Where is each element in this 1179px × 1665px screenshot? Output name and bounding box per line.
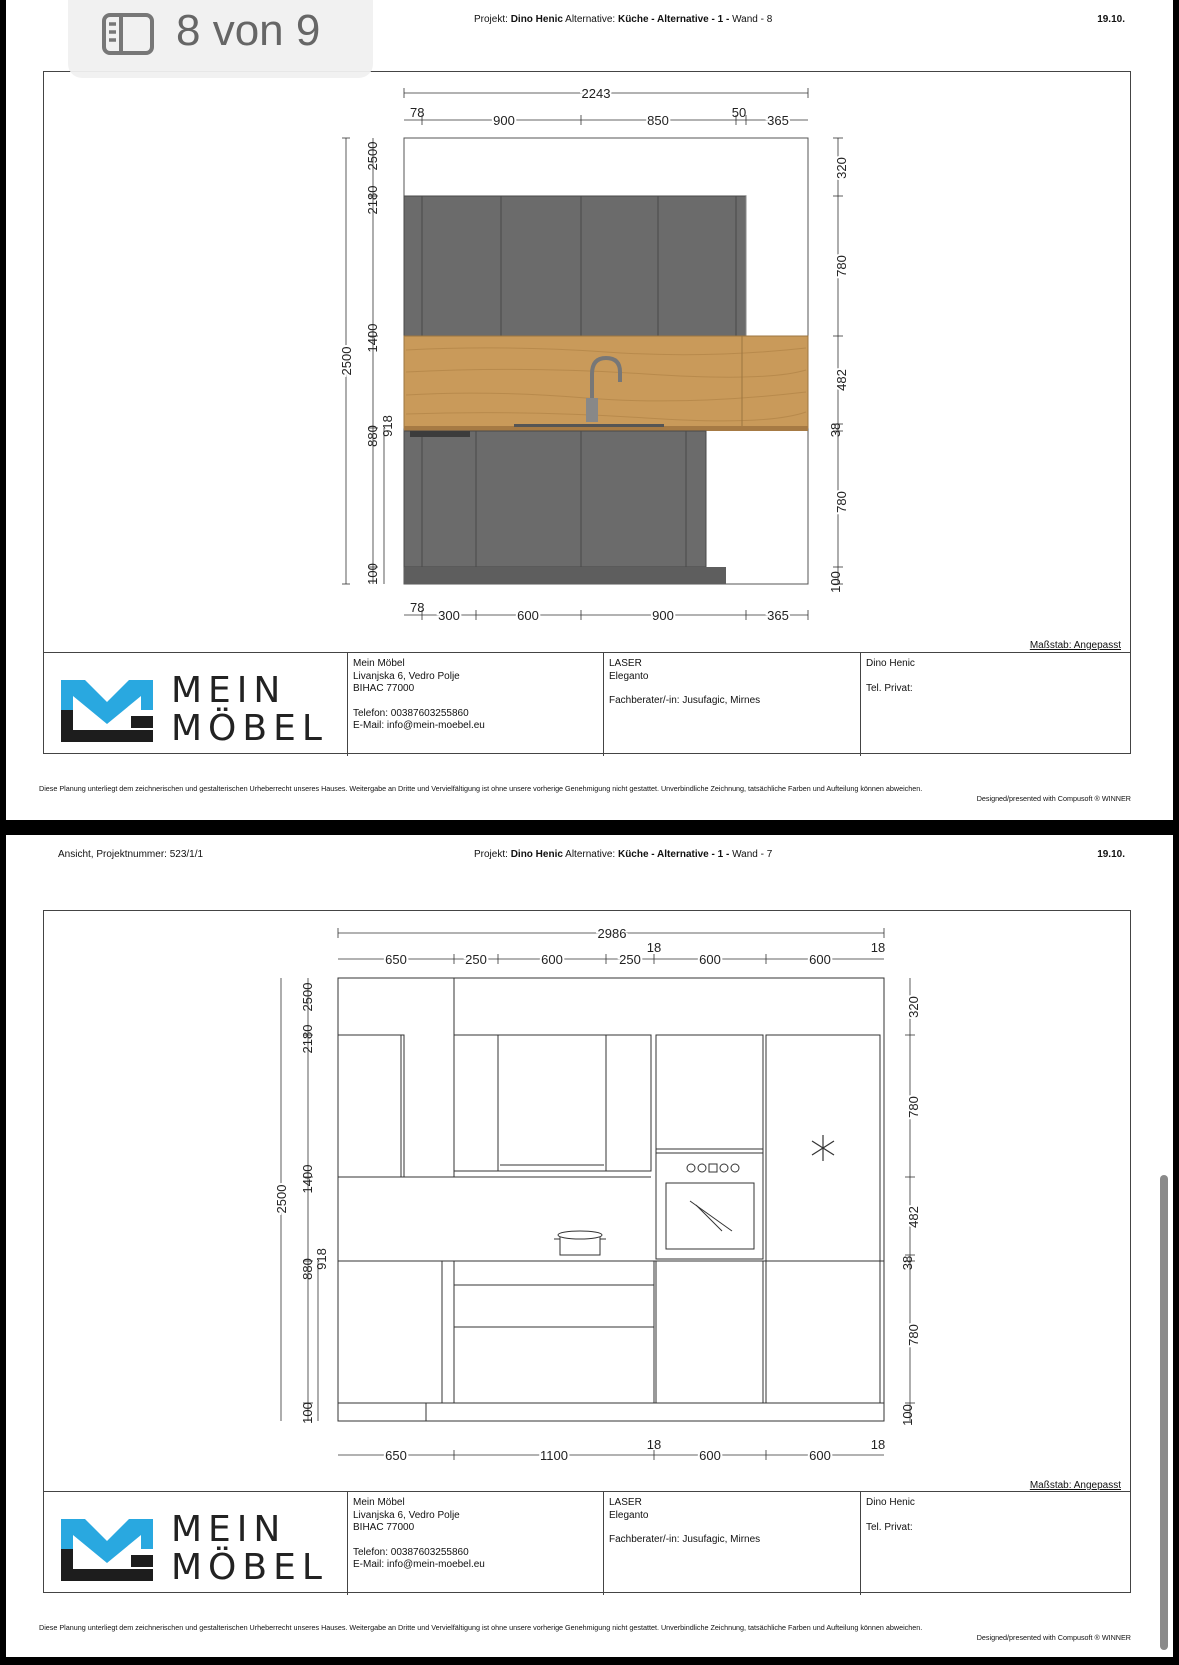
- svg-text:2500: 2500: [274, 1184, 289, 1214]
- page-indicator-label: 8 von 9: [176, 6, 321, 55]
- oak-backsplash: [404, 336, 808, 431]
- customer-info: Dino Henic Tel. Privat:: [860, 652, 1130, 756]
- dimension-lines: [281, 928, 915, 1460]
- base-cabinets: [404, 431, 726, 584]
- svg-text:78: 78: [410, 105, 425, 120]
- scale-label: Maßstab: Angepasst: [1029, 1480, 1121, 1491]
- svg-text:100: 100: [900, 1404, 915, 1426]
- disclaimer: Diese Planung unterliegt dem zeichnerischen und gestalterischen Urheberrecht unseres Hauses. Weitergabe an Dritte und Vervielfältigung ist ohne unsere vorherige Genehmigung nicht gestattet. Unverbindliche Zeichnung, tatsächliche Farben und Aufteilung können abweichen.: [39, 1623, 923, 1632]
- svg-text:100: 100: [828, 571, 843, 593]
- logo-mark-icon: [61, 1511, 153, 1581]
- svg-text:650: 650: [385, 952, 407, 967]
- svg-text:78: 78: [410, 600, 425, 615]
- svg-text:880: 880: [300, 1258, 315, 1280]
- upper-cabinets: [404, 196, 746, 336]
- svg-text:18: 18: [870, 940, 886, 955]
- svg-text:250: 250: [465, 952, 487, 967]
- svg-text:600: 600: [809, 952, 831, 967]
- svg-text:2180: 2180: [300, 1024, 315, 1054]
- svg-text:780: 780: [834, 255, 849, 277]
- cabinet-outlines: [338, 978, 884, 1421]
- vertical-scrollbar[interactable]: [1160, 1175, 1168, 1650]
- svg-text:850: 850: [647, 113, 669, 128]
- svg-text:18: 18: [646, 940, 662, 955]
- svg-text:300: 300: [438, 608, 460, 623]
- svg-text:780: 780: [834, 491, 849, 513]
- svg-text:2500: 2500: [300, 982, 315, 1012]
- svg-text:2500: 2500: [339, 346, 354, 376]
- svg-text:900: 900: [652, 608, 674, 623]
- mein-moebel-logo: MEIN MÖBEL: [61, 1511, 351, 1583]
- svg-text:2500: 2500: [365, 141, 380, 171]
- company-info: Mein Möbel Livanjska 6, Vedro Polje BIHAC 77000 Telefon: 00387603255860 E-Mail: info@mein-moebel.eu: [347, 1491, 603, 1595]
- svg-text:918: 918: [380, 415, 395, 437]
- svg-text:2180: 2180: [365, 185, 380, 215]
- svg-text:38: 38: [900, 1255, 915, 1271]
- product-info: LASER Eleganto Fachberater/-in: Jusufagic, Mirnes: [603, 652, 860, 756]
- svg-text:1400: 1400: [300, 1164, 315, 1194]
- svg-text:320: 320: [906, 996, 921, 1018]
- svg-text:780: 780: [906, 1096, 921, 1118]
- svg-text:600: 600: [699, 952, 721, 967]
- drawing-page-wand-7: [6, 835, 1173, 1657]
- page-header-date: 19.10.: [1097, 14, 1125, 25]
- svg-text:900: 900: [493, 113, 515, 128]
- svg-text:2986: 2986: [597, 926, 627, 941]
- page-header-project: Projekt: Dino Henic Alternative: Küche - Alternative - 1 - Wand - 7: [474, 849, 773, 860]
- company-info: Mein Möbel Livanjska 6, Vedro Polje BIHAC 77000 Telefon: 00387603255860 E-Mail: info@mein-moebel.eu: [347, 652, 603, 756]
- svg-text:365: 365: [767, 608, 789, 623]
- designed-with: Designed/presented with Compusoft ® WINNER: [976, 1633, 1131, 1642]
- page-indicator[interactable]: [68, 0, 373, 78]
- scale-label: Maßstab: Angepasst: [1029, 640, 1121, 651]
- svg-text:250: 250: [619, 952, 641, 967]
- svg-text:1400: 1400: [365, 323, 380, 353]
- dimension-labels: [274, 926, 921, 1463]
- svg-text:38: 38: [828, 422, 843, 438]
- snowflake-icon: [812, 1135, 834, 1161]
- title-block: [43, 1491, 1131, 1595]
- svg-text:600: 600: [699, 1448, 721, 1463]
- svg-text:100: 100: [365, 563, 380, 585]
- svg-text:918: 918: [314, 1248, 329, 1270]
- svg-text:50: 50: [731, 105, 747, 120]
- page-header-left: Ansicht, Projektnummer: 523/1/1: [58, 849, 204, 860]
- svg-text:600: 600: [541, 952, 563, 967]
- svg-text:482: 482: [834, 369, 849, 391]
- svg-text:600: 600: [517, 608, 539, 623]
- svg-text:18: 18: [646, 1437, 662, 1452]
- drawing-page-wand-8: [6, 0, 1173, 820]
- dim-total-top: 2243: [581, 86, 611, 101]
- svg-text:365: 365: [767, 113, 789, 128]
- svg-text:482: 482: [906, 1206, 921, 1228]
- title-block: [43, 652, 1131, 756]
- oven-controls-icon: [687, 1164, 739, 1172]
- svg-text:600: 600: [809, 1448, 831, 1463]
- elevation-drawing-wand-8: [6, 0, 1173, 660]
- elevation-drawing-wand-7: [6, 835, 1173, 1495]
- disclaimer: Diese Planung unterliegt dem zeichnerischen und gestalterischen Urheberrecht unseres Hauses. Weitergabe an Dritte und Vervielfältigung ist ohne unsere vorherige Genehmigung nicht gestattet. Unverbindliche Zeichnung, tatsächliche Farben und Aufteilung können abweichen.: [39, 784, 923, 793]
- svg-text:880: 880: [365, 425, 380, 447]
- svg-text:780: 780: [906, 1324, 921, 1346]
- svg-text:650: 650: [385, 1448, 407, 1463]
- customer-info: Dino Henic Tel. Privat:: [860, 1491, 1130, 1595]
- pot-icon: [554, 1231, 606, 1255]
- product-info: LASER Eleganto Fachberater/-in: Jusufagic, Mirnes: [603, 1491, 860, 1595]
- logo-mark-icon: [61, 672, 153, 742]
- svg-text:18: 18: [870, 1437, 886, 1452]
- mein-moebel-logo: MEIN MÖBEL: [61, 672, 351, 744]
- svg-text:1100: 1100: [540, 1448, 568, 1463]
- svg-text:100: 100: [300, 1402, 315, 1424]
- designed-with: Designed/presented with Compusoft ® WINNER: [976, 794, 1131, 803]
- page-header-project: Projekt: Dino Henic Alternative: Küche - Alternative - 1 - Wand - 8: [474, 14, 773, 25]
- sidebar-toggle-icon[interactable]: [102, 13, 154, 55]
- svg-text:320: 320: [834, 157, 849, 179]
- page-header-date: 19.10.: [1097, 849, 1125, 860]
